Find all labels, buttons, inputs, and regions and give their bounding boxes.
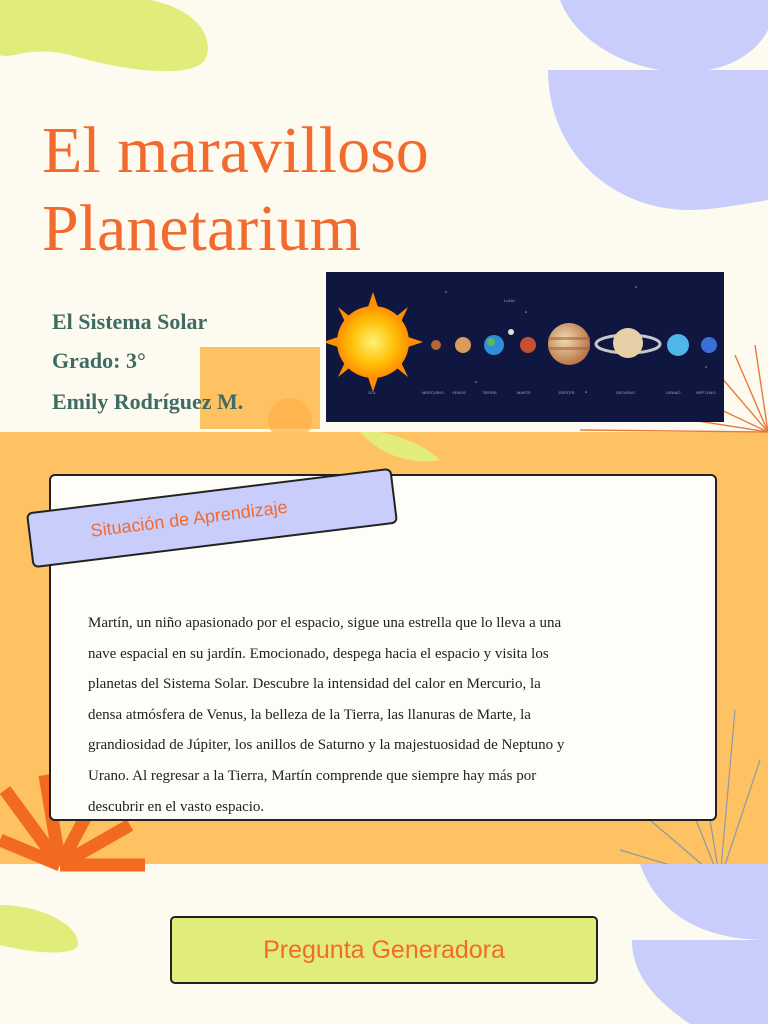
- label-uranus: URANO: [666, 390, 681, 395]
- lavender-half-circle: [548, 70, 768, 210]
- label-mercury: MERCURIO: [422, 390, 444, 395]
- generating-question-button[interactable]: Pregunta Generadora: [170, 916, 598, 984]
- lavender-half-circle-bottom: [632, 940, 768, 1024]
- story-line: nave espacial en su jardín. Emocionado, despega hacia el espacio y visita los: [88, 645, 549, 662]
- author-text: Emily Rodríguez M.: [52, 389, 244, 414]
- label-sun: SOL: [368, 390, 377, 395]
- grade-text: Grado: 3°: [52, 348, 146, 373]
- label-moon: LUNA: [504, 298, 515, 303]
- story-line: grandiosidad de Júpiter, los anillos de Saturno y la majestuosidad de Neptuno y: [88, 737, 565, 754]
- lavender-shape-top: [560, 0, 768, 72]
- story-line: densa atmósfera de Venus, la belleza de la Tierra, las llanuras de Marte, la: [88, 706, 531, 723]
- subject-text: El Sistema Solar: [52, 309, 208, 334]
- story-line: Urano. Al regresar a la Tierra, Martín comprende que siempre hay más por: [88, 767, 537, 784]
- page-title-line-2: Planetarium: [42, 192, 361, 265]
- story-line: planetas del Sistema Solar. Descubre la intensidad del calor en Mercurio, la: [88, 676, 541, 693]
- label-saturn: SATURNO: [616, 390, 636, 395]
- solar-system-image: [326, 272, 724, 422]
- label-jupiter: JÚPITER: [558, 390, 575, 395]
- label-earth: TIERRA: [482, 390, 497, 395]
- lime-blob-top: [0, 0, 208, 71]
- page-title-line-1: El maravilloso: [42, 114, 429, 187]
- label-mars: MARTE: [517, 390, 531, 395]
- story-paragraph: [88, 608, 644, 822]
- label-venus: VENUS: [452, 390, 466, 395]
- story-line: Martín, un niño apasionado por el espacio, sigue una estrella que lo lleva a una: [88, 615, 562, 631]
- label-neptune: NEPTUNO: [696, 390, 716, 395]
- learning-situation-label: Situación de Aprendizaje: [89, 496, 289, 541]
- lavender-shape-bottom: [640, 864, 768, 940]
- story-line: descubrir en el vasto espacio.: [88, 798, 265, 815]
- lime-blob-bottom: [0, 905, 78, 953]
